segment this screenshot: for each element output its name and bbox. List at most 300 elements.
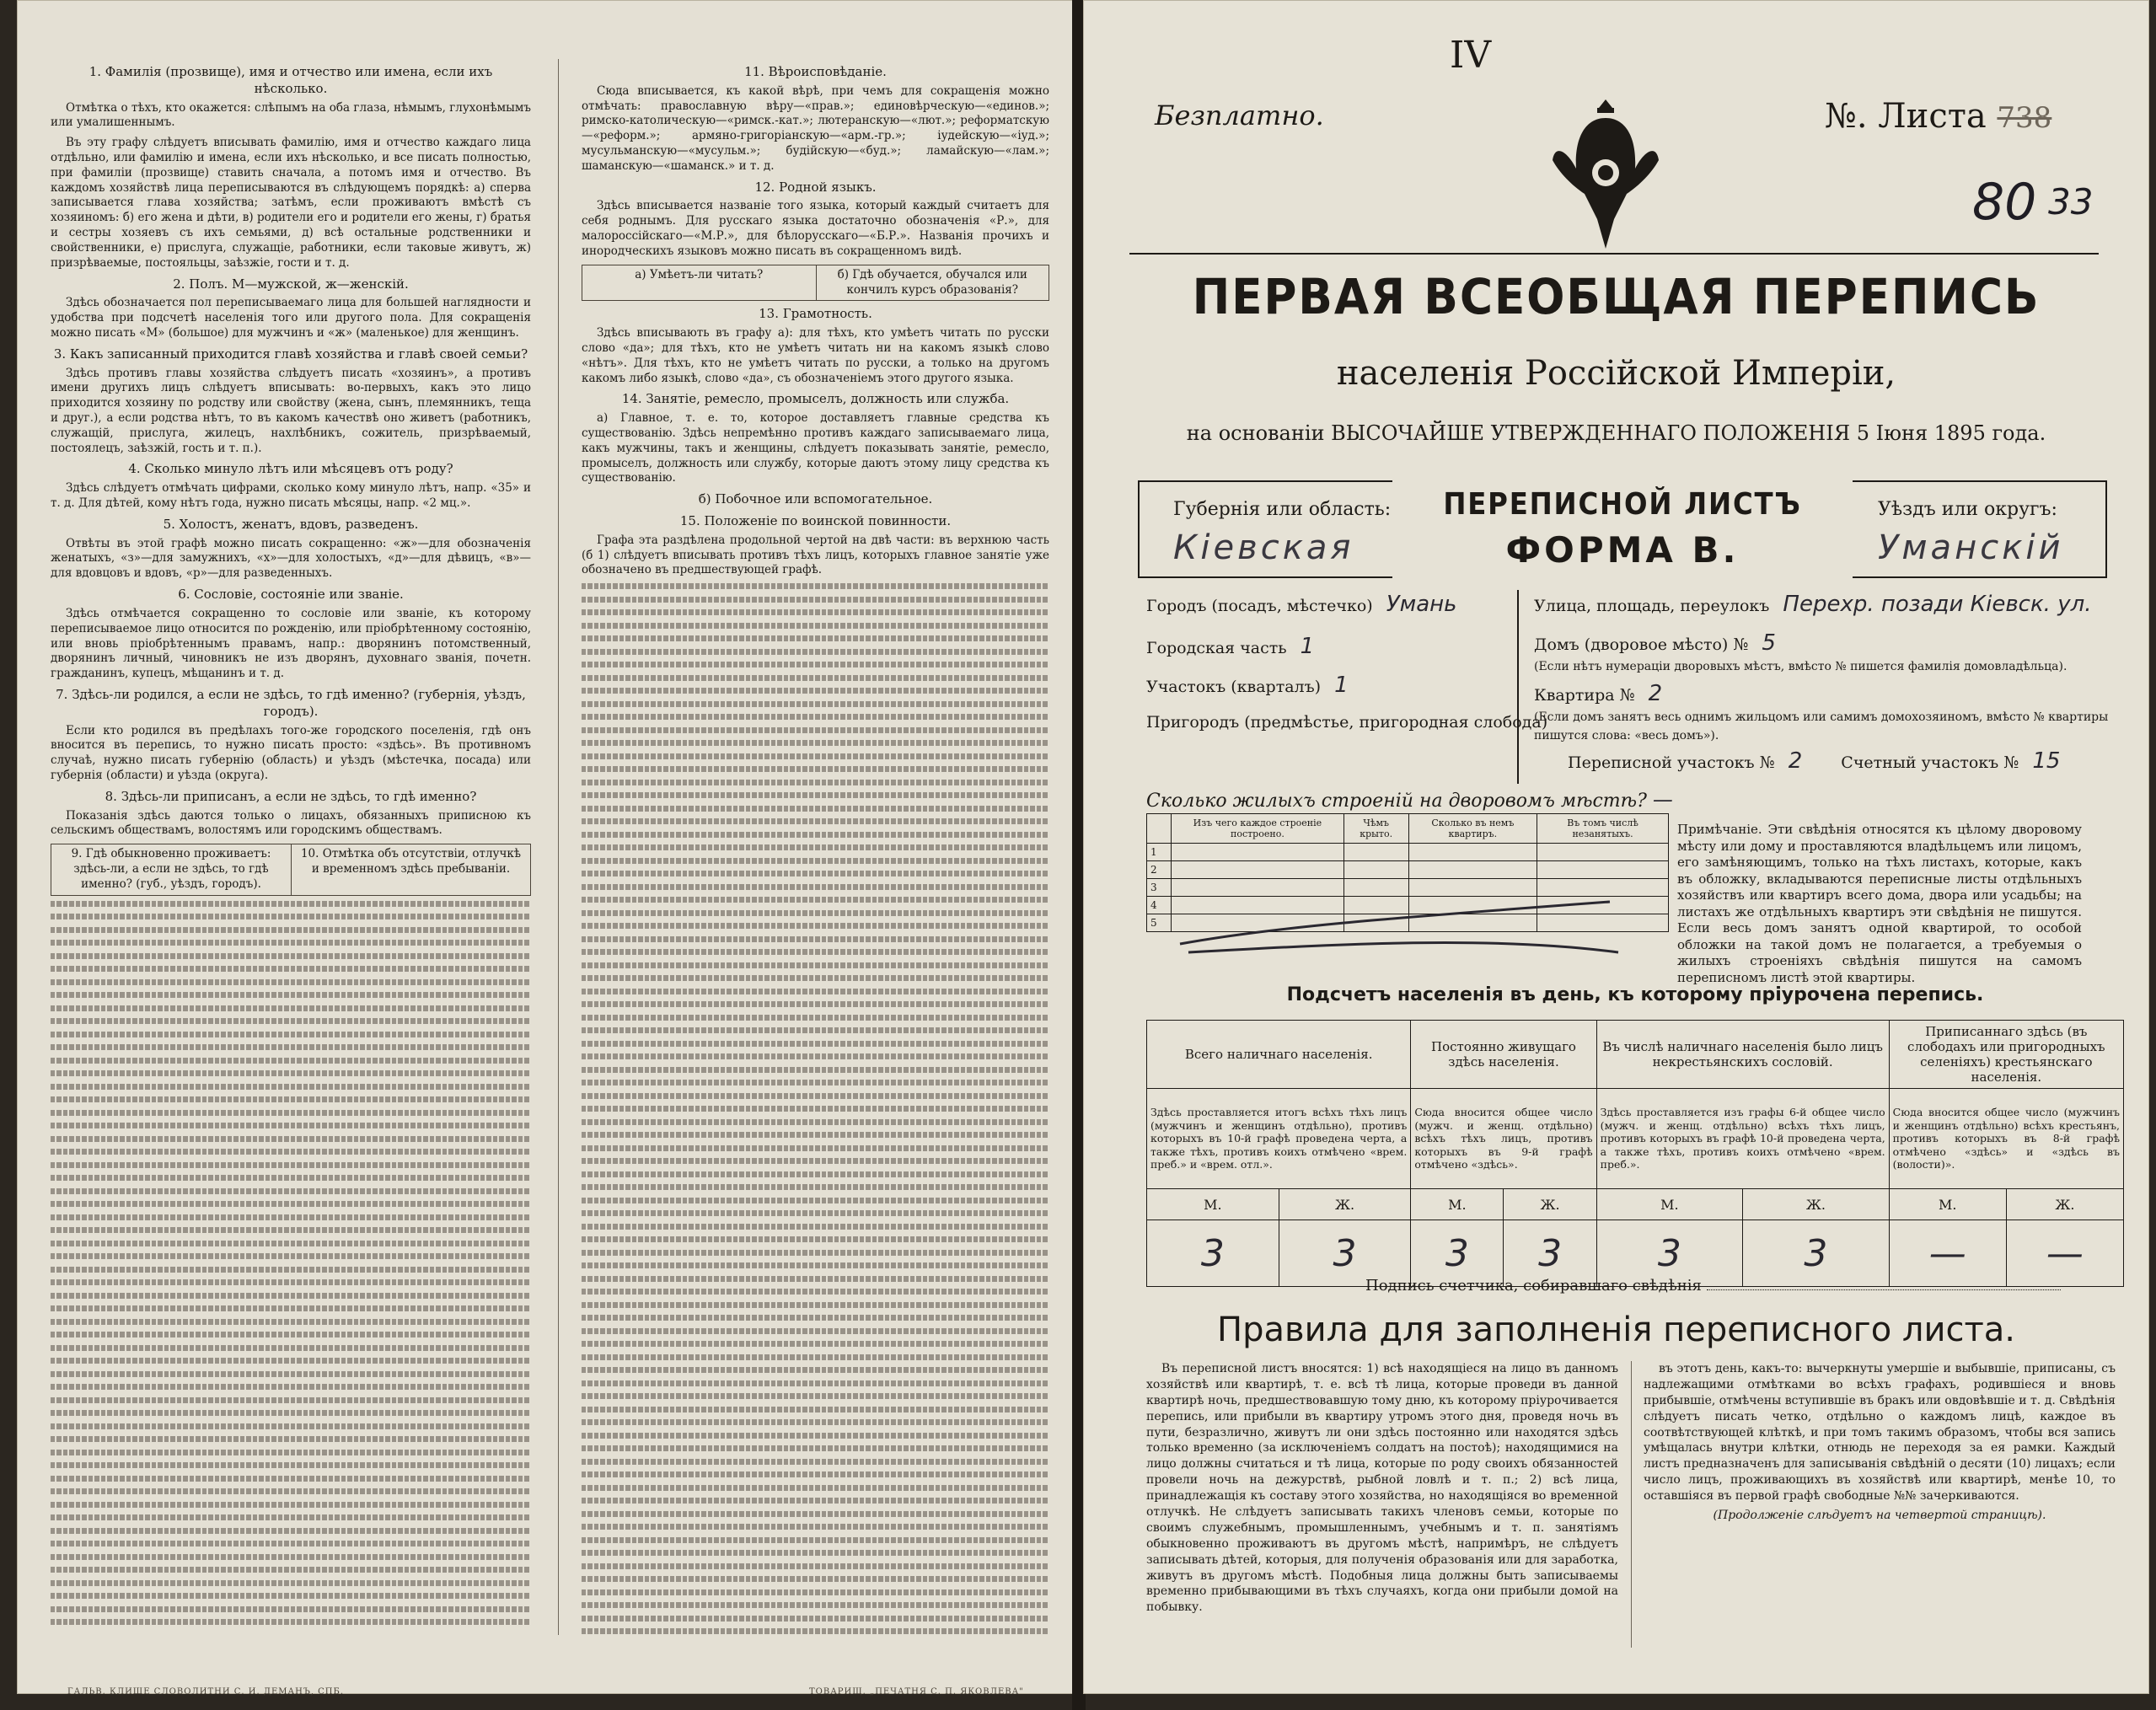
buildings-header-roof: Чѣмъ крыто. [1343,814,1408,844]
instruction-section [51,346,531,457]
text-line [51,1070,531,1076]
dwellings-question-text: Сколько жилыхъ строеній на дворовомъ мѣстѣ? [1146,791,1647,812]
instruction-section [582,64,1049,174]
text-line [51,1488,531,1494]
instruction-heading: 6. Сословіе, состояніе или званіе. [178,587,404,603]
count-value: 3 [1596,1220,1743,1287]
roman-numeral-mark: IV [1450,34,1492,77]
buildings-cell [1537,861,1669,879]
guberniya-value: Кіевская [1173,528,1354,567]
male-label: М. [1411,1189,1504,1220]
male-label: М. [1889,1189,2006,1220]
instruction-heading: 3. Какъ записанный приходится главѣ хозяйства и главѣ своей семьи? [53,346,528,362]
text-line [51,1149,531,1155]
column-divider [558,59,559,1635]
count-value: 3 [1504,1220,1596,1287]
instructions-column-left [51,59,531,1632]
text-line [582,897,1049,903]
text-line [582,806,1049,812]
text-line [51,1541,531,1547]
text-line [582,1407,1049,1412]
text-line [582,1210,1049,1216]
house-value: 5 [1762,630,1776,656]
dense-text-lines [582,583,1049,1634]
text-line [582,1589,1049,1595]
perepisnoi-label: Переписной участокъ № [1568,753,1775,772]
kvartira-value: 2 [1648,681,1663,706]
rules-title: Правила для заполненія переписного листа. [1217,1311,2015,1349]
count-value: — [1889,1220,2006,1287]
text-line [51,1476,531,1482]
population-count-table [1146,1020,2124,1287]
text-line [51,1058,531,1064]
street-label: Улица, площадь, переулокъ [1534,597,1770,615]
instruction-text: Отмѣтка о тѣхъ, кто окажется: слѣпымъ на оба глаза, нѣмымъ, глухонѣмымъ или умалишеннымъ. [51,100,531,130]
text-line [582,1511,1049,1517]
form-variant: ФОРМА В. [1505,529,1740,571]
buildings-row [1147,861,1669,879]
form-header [1138,480,2107,577]
text-line [51,901,531,907]
text-line [51,1567,531,1573]
schetnyi-label: Счетный участокъ № [1841,753,2019,772]
instruction-section [51,64,531,131]
count-value: 3 [1147,1220,1279,1287]
text-line [582,832,1049,838]
text-line [582,753,1049,759]
city-value: Умань [1386,592,1457,617]
buildings-header-vacant: Въ томъ числѣ незанятыхъ. [1537,814,1669,844]
instruction-text: Если кто родился въ предѣлахъ того-же городского поселенія, гдѣ онъ вносится въ перепись, то нужно писать просто: «здѣсь». Въ противномъ случаѣ, нужно писать губернію (область) и уѣздъ (мѣстечка, посада) или губернія (области) и уѣзда (округа). [51,723,531,782]
text-line [582,1015,1049,1021]
buildings-header-apartments: Сколько въ немъ квартиръ. [1408,814,1537,844]
text-line [582,1289,1049,1295]
text-line [582,1433,1049,1439]
street-row [1534,592,2091,617]
count-value: — [2006,1220,2123,1287]
grid-cell-education: б) Гдѣ обучается, обучался или кончилъ курсъ образованія? [816,265,1049,301]
text-line [51,1358,531,1364]
rules-divider [1631,1361,1632,1648]
instruction-heading: 13. Грамотность. [759,306,872,322]
text-line [582,884,1049,890]
text-line [582,1067,1049,1073]
text-line [582,1119,1049,1125]
instruction-text: Показанія здѣсь даются только о лицахъ, обязанныхъ приписною къ сельскимъ обществамъ, волостямъ или городскимъ обществамъ. [51,808,531,838]
text-line [582,1459,1049,1465]
sheet-number [1825,97,2051,136]
instruction-heading: 2. Полъ. М—мужской, ж—женскій. [173,276,409,292]
text-line [51,1305,531,1311]
text-line [51,1619,531,1625]
city-row [1146,592,1456,617]
text-line [582,910,1049,916]
free-label: Безплатно. [1155,99,1324,131]
dense-text-lines [51,901,531,1626]
census-title: ПЕРВАЯ ВСЕОБЩАЯ ПЕРЕПИСЬ [1192,268,2041,325]
count-header-permanent: Постоянно живущаго здѣсь населенія. [1411,1021,1596,1089]
population-count-title: Подсчетъ населенія въ день, къ которому пріурочена перепись. [1286,984,1984,1005]
uezd-label: Уѣздъ или округъ: [1878,499,2057,520]
text-line [582,1236,1049,1242]
instruction-section [51,276,531,341]
female-label: Ж. [1504,1189,1596,1220]
text-line [51,1279,531,1285]
text-line [582,1132,1049,1138]
text-line [582,688,1049,694]
text-line [582,1354,1049,1360]
buildings-cell [1408,844,1537,861]
instruction-text: Здѣсь противъ главы хозяйства слѣдуетъ писать «хозяинъ», а противъ имени другихъ лицъ слѣдуетъ вписывать: во-первыхъ, какъ это лицо приходится хозяину по родству или свойству (жена, сынъ, племянникъ, теща и друг.), а если родства нѣтъ, то въ какомъ качествѣ оно живетъ (работникъ, служащій, прислуга, жилецъ, нахлѣбникъ, сожитель, призрѣваемый, постоялецъ, заѣзжій, гость и т. п.). [51,366,531,455]
grid-cell-absence: 10. Отмѣтка объ отсутствіи, отлучкѣ и временномъ здѣсь пребываніи. [291,844,530,894]
text-line [582,780,1049,785]
text-line [51,1384,531,1390]
printer-imprint-right: ТОВАРИЩ. „ПЕЧАТНЯ С. П. ЯКОВЛЕВА" [809,1687,1024,1697]
text-line [582,1628,1049,1634]
address-divider [1517,590,1519,784]
rules-text-right: въ этотъ день, какъ-то: вычеркнуты умершіе и выбывшіе, приписаны, съ надлежащими отмѣтками во всѣхъ графахъ, родившіеся и вновь прибывшіе, отмѣчены вступившіе въ бракъ или овдовѣвшіе и т. д. Свѣдѣнія слѣдуетъ писать четко, отдѣльно о каждомъ лицѣ, каждое въ соотвѣтствующей клѣткѣ, и при томъ такимъ образомъ, чтобы вся запись умѣщалась внутри клѣтки, отнюдь не переходя за ея рамки. Каждый листъ предназначенъ для записыванія свѣдѣній о десяти (10) лицахъ; если число лицъ, проживающихъ въ хозяйствѣ или квартирѣ, менѣе 10, то оставшіяся въ первой графѣ свободные №№ зачеркиваются. [1644,1362,2116,1504]
count-desc-peasant: Сюда вносится общее число (мужчинъ и женщинъ отдѣльно) всѣхъ крестьянъ, противъ которыхъ въ 8-й графѣ отмѣчено «здѣсь» и «здѣсь въ (волости)». [1889,1089,2123,1189]
text-line [582,1524,1049,1530]
divider-line [1129,253,2099,255]
buildings-row-number: 5 [1147,914,1172,932]
schetnyi-value: 15 [2032,748,2061,774]
uchastok-value: 1 [1334,673,1349,698]
text-line [582,1184,1049,1190]
perepisnoi-row [1568,748,2060,774]
city-part-row [1146,634,1314,659]
rules-column-left [1146,1361,1618,1616]
instruction-section [582,391,1049,486]
text-line [582,923,1049,929]
house-note [1534,656,2067,674]
text-line [51,1188,531,1194]
instruction-heading: 1. Фамилія (прозвище), имя и отчество или имена, если ихъ нѣсколько. [88,64,493,96]
kvartira-note-text: (Если домъ занятъ весь однимъ жильцомъ или самимъ домохозяиномъ, вмѣсто № квартиры пишутся слова: «весь домъ»). [1534,710,2109,742]
buildings-row-number: 1 [1147,844,1172,861]
count-header-peasant: Приписаннаго здѣсь (въ слободахъ или пригородныхъ селеніяхъ) крестьянскаго населенія. [1889,1021,2123,1089]
text-line [582,1616,1049,1622]
text-line [51,1162,531,1168]
text-line [51,1136,531,1142]
kvartira-label: Квартира № [1534,686,1635,705]
text-line [582,989,1049,994]
text-line [51,1593,531,1599]
instruction-section [582,491,1049,508]
instruction-section [582,306,1049,386]
text-line [582,1445,1049,1451]
text-line [582,1041,1049,1047]
house-label: Домъ (дворовое мѣсто) № [1534,635,1749,654]
instruction-heading: 8. Здѣсь-ли приписанъ, а если не здѣсь, то гдѣ именно? [105,788,477,804]
text-line [582,1276,1049,1282]
buildings-header-material: Изъ чего каждое строеніе построено. [1172,814,1344,844]
text-line [51,1227,531,1233]
rules-column-right [1644,1361,2116,1524]
text-line [51,1554,531,1560]
text-line [582,1001,1049,1007]
text-line [582,649,1049,655]
instruction-heading: 14. Занятіе, ремесло, промыселъ, должность или служба. [621,391,1010,407]
text-line [582,1485,1049,1491]
text-line [582,1498,1049,1504]
instruction-text: Здѣсь слѣдуетъ отмѣчать цифрами, сколько кому минуло лѣтъ, напр. «35» и т. д. Для дѣтей, кому нѣтъ года, нужно писать мѣсяцы, напр. «2 мц.». [51,481,531,511]
instruction-text: Здѣсь вписывается названіе того языка, который каждый считаетъ для себя роднымъ. Для русскаго языка достаточно обозначенія «Р.», для малороссійскаго—«М.Р.», для бѣлорусскаго—«Б.Р.». Названія прочихъ и инородческихъ языковъ можно писать въ сокращенномъ видѣ. [582,199,1049,258]
buildings-cell [1343,844,1408,861]
text-line [582,1198,1049,1203]
instruction-heading: 11. Вѣроисповѣданіе. [744,64,887,79]
continued-note: (Продолженіе слѣдуетъ на четвертой страницѣ). [1713,1509,2046,1523]
female-label: Ж. [2006,1189,2123,1220]
buildings-num-header [1147,814,1172,844]
text-line [582,871,1049,876]
handwritten-sheet-number: 80 [1972,173,2037,232]
buildings-row [1147,844,1669,861]
text-line [51,966,531,972]
instruction-section [51,587,531,682]
text-line [51,953,531,959]
text-line [51,992,531,998]
literacy-grid [582,265,1049,302]
text-line [582,1393,1049,1399]
count-value: 3 [1743,1220,1890,1287]
text-line [51,979,531,985]
count-header-non-peasant: Въ числѣ наличнаго населенія было лицъ некрестьянскихъ сословій. [1596,1021,1889,1089]
text-line [51,1175,531,1181]
text-line [582,714,1049,720]
instruction-heading: 12. Родной языкъ. [754,179,877,195]
text-line [582,701,1049,707]
text-line [51,927,531,933]
text-line [582,1171,1049,1177]
buildings-cell [1537,844,1669,861]
count-desc-permanent: Сюда вносится общее число (мужч. и женщ. отдѣльно) всѣхъ тѣхъ лицъ, противъ которыхъ въ 9-й графѣ отмѣчено «здѣсь». [1411,1089,1596,1189]
signature-line [1707,1289,2061,1290]
instruction-text: Графа эта раздѣлена продольной чертой на двѣ части: въ верхнюю часть (б 1) слѣдуетъ вписывать противъ тѣхъ лицъ, которыхъ главное занятіе уже обозначено въ предшествующей графѣ. [582,533,1049,577]
guberniya-box [1138,480,1392,578]
buildings-cell [1408,861,1537,879]
text-line [51,1606,531,1612]
text-line [582,1576,1049,1582]
text-line [51,1345,531,1351]
prigorod-label: Пригородъ (предмѣстье, пригородная слобода) [1146,713,1548,732]
text-line [51,1580,531,1586]
text-line [51,1436,531,1442]
house-row [1534,630,1776,656]
text-line [582,962,1049,968]
text-line [51,1123,531,1128]
text-line [582,1145,1049,1151]
text-line [582,1302,1049,1308]
text-line [582,1027,1049,1033]
street-value: Перехр. позади Кіевск. ул. [1783,592,2092,617]
instruction-section [582,180,1049,260]
text-line [582,1550,1049,1556]
text-line [51,1502,531,1508]
text-line [582,1419,1049,1425]
city-label: Городъ (посадъ, мѣстечко) [1146,597,1373,615]
text-line [51,914,531,919]
text-line [51,1293,531,1299]
male-label: М. [1596,1189,1743,1220]
text-line [51,1423,531,1429]
instruction-section [51,789,531,839]
census-subtitle: населенія Россійской Имперіи, [1336,354,1896,393]
count-value: 3 [1411,1220,1504,1287]
instruction-section [51,461,531,511]
text-line [582,635,1049,641]
instruction-text: Отвѣты въ этой графѣ можно писать сокращенно: «ж»—для обозначенія женатыхъ, «з»—для замужнихъ, «х»—для холостыхъ, «д»—для дѣвицъ, «в»—для вдовцовъ и вдовъ, «р»—для разведенныхъ. [51,536,531,581]
text-line [582,1080,1049,1086]
text-line [582,792,1049,798]
instruction-heading: 15. Положеніе по воинской повинности. [679,513,952,529]
house-note-text: (Если нѣтъ нумераціи дворовыхъ мѣстъ, вмѣсто № пишется фамилія домовладѣльца). [1534,660,2068,673]
text-line [582,1328,1049,1334]
printer-imprint-left: ГАЛЬВ. КЛИШЕ СЛОВОЛИТНИ С. И. ДЕМАНЪ, СПБ. [67,1687,345,1697]
instructions-column-right [582,59,1049,1642]
residence-absence-grid [51,844,531,895]
text-line [51,1514,531,1520]
guberniya-label: Губернія или область: [1173,499,1392,520]
handwritten-secondary-number: 33 [2048,181,2094,222]
dwellings-question [1146,788,1673,812]
text-line [582,1602,1049,1608]
text-line [582,858,1049,864]
enumerator-signature [1365,1277,2061,1295]
text-line [582,1158,1049,1164]
kvartira-note [1534,706,2116,743]
text-line [582,1537,1049,1543]
text-line [582,1563,1049,1569]
female-label: Ж. [1743,1189,1890,1220]
kvartira-row [1534,681,1662,706]
instruction-text: Здѣсь вписывають въ графу а): для тѣхъ, кто умѣетъ читать по русски слово «да»; для тѣхъ, кто не умѣетъ читать ни на какомъ языкѣ слово «нѣтъ». Для тѣхъ, кто не умѣетъ читать по русски, а только на другомъ какомъ либо языкѣ, слово «да», съ обозначеніемъ этого другого языка. [582,326,1049,385]
text-line [582,727,1049,733]
text-line [51,1319,531,1325]
text-line [51,1018,531,1024]
text-line [582,1367,1049,1373]
text-line [51,1371,531,1377]
text-line [582,1250,1049,1256]
text-line [51,940,531,946]
instruction-heading: 5. Холостъ, женатъ, вдовъ, разведенъ. [163,516,419,532]
text-line [582,1224,1049,1230]
instruction-heading: 7. Здѣсь-ли родился, а если не здѣсь, то гдѣ именно? (губернія, уѣздъ, городъ). [56,686,526,719]
buildings-row-number: 3 [1147,879,1172,897]
text-line [582,949,1049,955]
text-line [51,1096,531,1102]
text-line [51,1241,531,1246]
buildings-row-number: 2 [1147,861,1172,879]
count-desc-non-peasant: Здѣсь проставляется изъ графы 6-й общее число (мужч. и женщ. отдѣльно) всѣхъ тѣхъ лицъ, противъ которыхъ въ графѣ 10-й проведена черта, а также тѣхъ, противъ коихъ отмѣчено «врем. преб.». [1596,1089,1889,1189]
text-line [582,662,1049,667]
dwellings-answer: — [1652,788,1673,812]
text-line [582,1262,1049,1268]
instruction-text: а) Главное, т. е. то, которое доставляетъ главные средства къ существованію. Здѣсь непремѣнно противъ каждаго записываемаго лица, какъ мужчины, такъ и женщины, слѣдуетъ показывать занятіе, ремесло, промыселъ, должность или службу, которые даютъ этому лицу средства къ существованію. [582,411,1049,485]
city-part-value: 1 [1300,634,1315,659]
text-line [51,1332,531,1337]
text-line [582,936,1049,942]
grid-cell-residence: 9. Гдѣ обыкновенно проживаетъ: здѣсь-ли, а если не здѣсь, то гдѣ именно? (губ., уѣздъ, городъ). [71,847,271,891]
count-desc-present: Здѣсь проставляется итогъ всѣхъ тѣхъ лицъ (мужчинъ и женщинъ отдѣльно), противъ которыхъ въ 10-й графѣ проведена черта, а также тѣхъ, противъ коихъ отмѣчено «врем. преб.» и «врем. отл.». [1147,1089,1411,1189]
buildings-cell [1343,861,1408,879]
signature-label: Подпись счетчика, собиравшаго свѣдѣнія [1365,1277,1702,1295]
text-line [582,740,1049,746]
grid-cell-reads: а) Умѣетъ-ли читать? [635,267,764,281]
instruction-heading: 4. Сколько минуло лѣтъ или мѣсяцевъ отъ роду? [128,461,453,477]
text-line [51,1253,531,1259]
text-line [51,1032,531,1037]
text-line [582,766,1049,772]
count-value: 3 [1279,1220,1411,1287]
rules-text-left: Въ переписной листъ вносятся: 1) всѣ находящіеся на лицо въ данномъ хозяйствѣ или квартирѣ, т. е. всѣ тѣ лица, которые проведи въ данной квартирѣ ночь, предшествовавшую тому дню, къ которому пріурочивается перепись, или прибыли въ квартиру утромъ этого дня, проведя ночь въ пути, безразлично, живутъ ли они здѣсь постоянно или находятся здѣсь только временно (за исключеніемъ солдатъ на постоѣ); находящимися на лицо должны считаться и тѣ лица, которые по роду своихъ обязанностей провели ночь на дежурствѣ, рыбной ловлѣ и т. п.; 2) всѣ лица, принадлежащія къ составу этого хозяйства, но находящіяся во временной отлучкѣ. Не слѣдуетъ записывать такихъ членовъ семьи, которые по своимъ служебнымъ, промышленнымъ, учебнымъ и т. п. занятіямъ обыкновенно проживаютъ въ другомъ мѣстѣ, напримѣръ, не слѣдуетъ записывать дѣтей, которыя, для полученія образованія или для заработка, живутъ въ другомъ мѣстѣ. Подобныя лица должны быть записываемы временно прибывающими въ тѣхъ случаяхъ, когда они прибыли домой на побывку. [1146,1362,1618,1615]
text-line [51,1110,531,1116]
prigorod-row [1146,713,1547,732]
text-line [582,583,1049,589]
text-line [582,1380,1049,1386]
instruction-text: Здѣсь отмѣчается сокращенно то сословіе или званіе, къ которому переписываемое лицо относится по рожденію, или пріобрѣтенному состоянію, или вновь пріобрѣтеннымъ правамъ, напр.: дворянинъ потомственный, дворянинъ личный, чиновникъ не изъ дворянъ, духовнаго званія, почетн. гражданинъ, купецъ, мѣщанинъ и т. д. [51,606,531,681]
text-line [51,1005,531,1011]
uezd-value: Уманскій [1878,528,2064,567]
text-line [582,1106,1049,1112]
imperial-eagle-icon [1551,93,1660,253]
text-line [582,1315,1049,1321]
text-line [582,1093,1049,1099]
text-line [51,1462,531,1468]
text-line [51,1084,531,1090]
uezd-box [1853,480,2107,578]
text-line [51,1397,531,1403]
text-line [51,1044,531,1050]
buildings-cell [1172,844,1344,861]
legal-basis: на основаніи ВЫСОЧАЙШЕ УТВЕРЖДЕННАГО ПОЛОЖЕНІЯ 5 Іюня 1895 года. [1186,421,2046,445]
instruction-section [51,136,531,271]
form-title: ПЕРЕПИСНОЙ ЛИСТЪ [1443,487,1802,522]
text-line [51,1201,531,1207]
sheet-number-label: №. Листа [1825,97,1987,136]
text-line [582,1053,1049,1059]
instruction-text: Сюда вписывается, къ какой вѣрѣ, при чемъ для сокращенія можно отмѣчать: православную вѣру—«прав.»; единовѣрческую—«единов.»; римско-католическую—«римск.-кат.»; лютеранскую—«лют.»; реформатскую—«реформ.»; армяно-григоріанскую—«арм.-гр.»; іудейскую—«іуд.»; мусульманскую—«мусульм.»; будійскую—«буд.»; ламайскую—«лам.»; шаманскую—«шаманск.» и т. д. [582,83,1049,173]
count-header-present: Всего наличнаго населенія. [1147,1021,1411,1089]
strike-through-scribble [1172,885,1644,961]
text-line [582,818,1049,824]
text-line [51,1214,531,1220]
instruction-heading: б) Побочное или вспомогательное. [698,491,933,507]
instruction-section [51,517,531,582]
uchastok-label: Участокъ (кварталъ) [1146,678,1322,696]
text-line [582,1341,1049,1347]
text-line [582,975,1049,981]
text-line [582,675,1049,681]
text-line [51,1410,531,1416]
uchastok-row [1146,673,1349,698]
sheet-number-crossed: 738 [1997,101,2052,135]
female-label: Ж. [1279,1189,1411,1220]
buildings-cell [1172,861,1344,879]
text-line [582,623,1049,629]
text-line [582,609,1049,615]
instruction-text: Здѣсь обозначается пол переписываемаго лица для большей наглядности и удобства при подсчетѣ населенія того или другого пола. Для сокращенія можно писать «М» (большое) для мужчинъ и «ж» (маленькое) для женщинъ. [51,296,531,340]
text-line [51,1450,531,1455]
instruction-text: Въ эту графу слѣдуетъ вписывать фамилію, имя и отчество каждаго лица отдѣльно, или фамилію и имена, если ихъ нѣсколько, и все писать полностью, при фамиліи (прозвище) ставить сначала, а потомъ имя и отчество. Въ каждомъ хозяйствѣ лица переписываются въ слѣдующемъ порядкѣ: а) сперва записывается глава хозяйства; затѣмъ, если проживаютъ вмѣстѣ съ хозяиномъ: б) его жена и дѣти, в) родители его и родители его жены, г) братья и сестры хозяевъ съ ихъ семьями, д) всѣ остальные родственники и свойственники, е) прислуга, служащіе, работники, если таковые живутъ, ж) призрѣваемые, постояльцы, заѣзжіе, гости и т. д. [51,136,531,270]
text-line [51,1267,531,1273]
buildings-note: Примѣчаніе. Эти свѣдѣнія относятся къ цѣлому дворовому мѣсту или дому и проставляются владѣльцемъ или лицомъ, его замѣняющимъ, только на тѣхъ листахъ, которые, какъ въ обложку, вкладываются переписные листы отдѣльныхъ хозяйствъ или квартиръ всего дома, двора или усадьбы; на листахъ же отдѣльныхъ квартиръ эти свѣдѣнія не пишутся. Если весь домъ занятъ одной квартирой, то особой обложки на такой домъ не полагается, а требуемыя о жилыхъ строеніяхъ свѣдѣнія пишутся на самомъ переписномъ листѣ этой квартиры. [1677,822,2082,985]
text-line [582,1471,1049,1477]
text-line [51,1528,531,1534]
perepisnoi-value: 2 [1788,748,1803,774]
buildings-row-number: 4 [1147,897,1172,914]
instruction-section [582,513,1049,578]
